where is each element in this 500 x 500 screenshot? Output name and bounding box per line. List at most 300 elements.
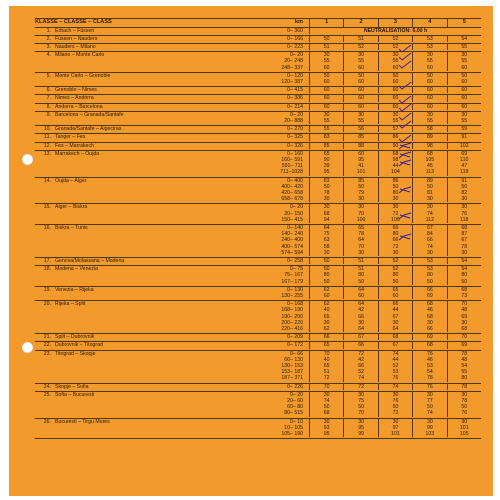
speed-value: 30 — [426, 249, 433, 256]
speed-value: 48 — [461, 356, 468, 363]
speed-value: 60 — [392, 103, 399, 110]
speed-value: 50 — [461, 183, 468, 190]
speed-cell-class-5 — [447, 95, 481, 101]
stage-row — [35, 112, 481, 126]
stage-number: 8. — [46, 103, 51, 110]
stage-number: 3. — [46, 43, 51, 50]
speed-value: 51 — [358, 258, 364, 264]
speed-value: 56 — [358, 126, 364, 133]
speed-cell-class-4 — [412, 151, 446, 176]
speed-value: 98 — [426, 142, 433, 149]
speed-value: 30 — [461, 52, 468, 59]
speed-cell-class-5 — [447, 36, 481, 42]
speed-value: 66 — [358, 313, 364, 320]
speed-value: 89 — [426, 134, 433, 141]
stage-route: Bucuresti – Tirgu Mures — [55, 418, 110, 425]
stage-row — [35, 36, 481, 44]
speed-cell-class-4 — [412, 95, 446, 101]
speed-value: 60 — [323, 78, 330, 85]
speed-value: 74 — [358, 375, 364, 382]
speed-cell-class-2 — [343, 104, 377, 110]
speed-value: 41 — [358, 163, 364, 170]
speed-value: 55 — [461, 43, 468, 50]
stage-name — [35, 36, 247, 42]
speed-value: 101 — [459, 424, 469, 431]
speed-value: 30 — [461, 196, 468, 203]
speed-value: 110 — [460, 156, 469, 163]
km-segment: 0– 258 — [287, 258, 303, 264]
km-segment: 0– 214 — [287, 103, 303, 110]
speed-value: 52 — [358, 369, 364, 376]
speed-value: 30 — [461, 111, 468, 118]
speed-value: 76 — [392, 375, 399, 382]
speed-cell-class-1 — [309, 392, 343, 417]
km-range — [247, 351, 309, 382]
speed-value: 72 — [392, 243, 399, 250]
stage-name — [35, 392, 247, 398]
speed-value: 30 — [392, 52, 399, 59]
speed-value: 119 — [460, 169, 469, 176]
speed-value: 55 — [323, 126, 330, 133]
km-range — [247, 95, 309, 101]
km-segment: 0– 20 — [290, 204, 303, 211]
stage-number: 13. — [43, 150, 51, 157]
stage-route: Barcelona – Granada/Santafe — [55, 111, 124, 118]
km-segment: 0– 130 — [287, 286, 303, 293]
stage-number: 5. — [46, 72, 51, 79]
stage-route: Milano – Monte Carlo — [55, 52, 105, 59]
stage-row — [35, 225, 481, 258]
speed-cell-class-1 — [309, 334, 343, 340]
speed-value: 55 — [392, 117, 399, 124]
speed-cell-class-2 — [343, 419, 377, 438]
stage-number: 1. — [46, 27, 51, 34]
speed-cell-class-4 — [412, 301, 446, 332]
km-segment: 0– 10 — [290, 418, 303, 425]
km-range — [247, 334, 309, 340]
speed-cell-class-1 — [309, 95, 343, 101]
speed-value: 101 — [356, 169, 366, 176]
km-segment: 75– 167 — [284, 272, 303, 279]
speed-value: 74 — [426, 210, 433, 217]
speed-value: 52 — [392, 43, 399, 50]
stage-number: 10. — [43, 126, 51, 133]
speed-value: 72 — [323, 375, 330, 382]
speed-value: 65 — [358, 224, 364, 231]
speed-cell-class-5 — [447, 87, 481, 93]
speed-value: 55 — [358, 58, 364, 65]
speed-value: 52 — [392, 266, 399, 273]
speed-cell-class-3 — [378, 392, 412, 417]
speed-value: 63 — [323, 237, 330, 244]
speed-value: 54 — [461, 35, 468, 42]
speed-value: 50 — [323, 258, 330, 264]
stage-name — [35, 204, 247, 210]
speed-value: 93 — [323, 424, 330, 431]
speed-value: 60 — [358, 64, 364, 71]
km-segment: 0– 160 — [287, 150, 303, 157]
km-range — [247, 151, 309, 176]
speed-value: 73 — [461, 293, 468, 300]
km-segment: 0– 20 — [290, 52, 303, 59]
speed-cell-class-5 — [447, 178, 481, 203]
speed-cell-class-1 — [309, 204, 343, 223]
speed-value: 50 — [323, 183, 330, 190]
speed-value: 40 — [323, 356, 330, 363]
speed-value: 54 — [426, 369, 433, 376]
speed-value: 76 — [461, 210, 468, 217]
speed-value: 76 — [426, 383, 433, 390]
speed-value: 67 — [461, 237, 468, 244]
stage-number: 24. — [43, 383, 51, 390]
km-range — [247, 258, 309, 264]
speed-value: 106 — [391, 216, 400, 223]
speed-cell-class-1 — [309, 178, 343, 203]
speed-value: 59 — [461, 126, 468, 133]
km-segment: 150– 415 — [281, 216, 303, 223]
speed-value: 112 — [425, 216, 434, 223]
speed-value: 52 — [392, 35, 399, 42]
speed-cell-class-1 — [309, 52, 343, 71]
speed-value: 72 — [358, 350, 364, 357]
stage-number: 18. — [43, 266, 51, 273]
speed-cell-class-1 — [309, 225, 343, 256]
speed-cell-class-1 — [309, 266, 343, 285]
speed-cell-class-2 — [343, 44, 377, 50]
class-header: KLASSE – CLASSE – CLASS — [35, 19, 112, 25]
km-segment: 0– 270 — [287, 126, 303, 133]
speed-value: 70 — [358, 410, 364, 417]
km-segment: 120– 387 — [281, 78, 303, 85]
speed-value: 105 — [425, 156, 435, 163]
speed-cell-class-3 — [378, 301, 412, 332]
speed-cell-class-3 — [378, 87, 412, 93]
speed-value: 30 — [426, 319, 433, 326]
stage-route: Grenoble – Nimes — [55, 87, 97, 94]
speed-cell-class-3 — [378, 134, 412, 140]
speed-value: 104 — [391, 169, 400, 176]
speed-value: 118 — [460, 216, 469, 223]
speed-value: 55 — [426, 58, 433, 65]
speed-value: 65 — [323, 363, 330, 370]
speed-value: 81 — [426, 189, 433, 196]
speed-value: 50 — [323, 266, 330, 273]
speed-cell-class-4 — [412, 44, 446, 50]
speed-cell-class-1 — [309, 104, 343, 110]
stage-name — [35, 151, 247, 157]
speed-value: 30 — [358, 319, 364, 326]
speed-value: 68 — [392, 334, 399, 341]
speed-value: 30 — [426, 111, 433, 118]
speed-value: 66 — [358, 363, 364, 370]
speed-value: 86 — [392, 177, 399, 184]
speed-cell-class-4 — [412, 334, 446, 340]
km-range — [247, 73, 309, 85]
speed-value: 60 — [323, 293, 330, 300]
speed-cell-class-4 — [412, 419, 446, 438]
speed-value: 30 — [392, 196, 399, 203]
speed-table — [35, 18, 481, 439]
speed-cell-class-5 — [447, 143, 481, 149]
speed-value: 60 — [358, 95, 364, 102]
speed-value: 99 — [358, 431, 364, 438]
speed-value: 53 — [392, 369, 399, 376]
stage-number: 9. — [46, 111, 51, 118]
km-segment: 105– 190 — [281, 431, 303, 438]
speed-cell-class-5 — [447, 334, 481, 340]
km-segment: 0– 415 — [287, 87, 303, 94]
speed-value: 53 — [426, 43, 433, 50]
speed-value: 84 — [426, 231, 433, 238]
km-segment: 0– 226 — [287, 383, 303, 390]
speed-value: 52 — [392, 363, 399, 370]
speed-value: 64 — [358, 301, 364, 308]
stage-name — [35, 334, 247, 340]
speed-value: 68 — [461, 326, 468, 333]
stage-route: Andorra – Barcelona — [55, 103, 103, 110]
stage-route: Rijeka – Split — [55, 301, 86, 308]
stage-number: 23. — [43, 350, 51, 357]
speed-cell-class-4 — [412, 287, 446, 299]
km-segment: 0– 20 — [290, 391, 303, 398]
speed-value: 55 — [323, 58, 330, 65]
speed-value: 60 — [358, 78, 364, 85]
km-segment: 0– 166 — [287, 35, 303, 42]
speed-value: 103 — [425, 431, 435, 438]
speed-cell-class-3 — [378, 104, 412, 110]
speed-value: 69 — [426, 334, 433, 341]
stage-name — [35, 384, 247, 390]
km-segment: 167– 179 — [281, 278, 303, 285]
speed-value: 51 — [323, 43, 330, 50]
km-segment: 140– 240 — [281, 231, 303, 238]
speed-value: 78 — [323, 189, 330, 196]
speed-value: 95 — [323, 169, 330, 176]
neutralisation-note: NEUTRALISATION: 6.00 h — [309, 28, 481, 34]
speed-cell-class-5 — [447, 266, 481, 285]
speed-cell-class-2 — [343, 151, 377, 176]
speed-cell-class-2 — [343, 225, 377, 256]
km-range — [247, 204, 309, 223]
stage-row — [35, 73, 481, 87]
km-segment: 0– 400 — [287, 177, 303, 184]
speed-value: 102 — [459, 142, 469, 149]
stage-name — [35, 73, 247, 79]
speed-value: 30 — [426, 204, 433, 211]
speed-cell-class-2 — [343, 334, 377, 340]
speed-value: 70 — [358, 210, 364, 217]
col-header-3: 3 — [378, 19, 412, 27]
speed-value: 58 — [323, 243, 330, 250]
stage-name — [35, 266, 247, 272]
stage-route: Alger – Biskra — [55, 204, 88, 211]
speed-cell-class-5 — [447, 104, 481, 110]
stage-route: Füssen – Nauders — [55, 35, 98, 42]
stage-row — [35, 134, 481, 142]
km-range — [247, 225, 309, 256]
speed-value: 70 — [461, 301, 468, 308]
speed-value: 52 — [392, 258, 399, 264]
stage-route: Modena – Venezia — [55, 266, 98, 273]
speed-value: 78 — [461, 350, 468, 357]
stage-route: Genova/Molassana – Modena — [55, 258, 125, 264]
km-range — [247, 301, 309, 332]
speed-value: 64 — [358, 326, 364, 333]
speed-value: 51 — [358, 35, 364, 42]
speed-cell-class-3 — [378, 95, 412, 101]
speed-value: 72 — [392, 410, 399, 417]
speed-value: 66 — [426, 237, 433, 244]
stage-name — [35, 225, 247, 231]
stage-route: Nimes – Andorra — [55, 95, 94, 102]
speed-value: 66 — [392, 224, 399, 231]
speed-cell-class-5 — [447, 204, 481, 223]
stage-row — [35, 87, 481, 95]
speed-value: 57 — [392, 126, 399, 133]
stage-row — [35, 351, 481, 384]
speed-value: 30 — [426, 418, 433, 425]
speed-value: 30 — [323, 204, 330, 211]
stage-route: Split – Dubrovnik — [55, 334, 95, 341]
stage-name — [35, 28, 247, 34]
speed-value: 66 — [426, 286, 433, 293]
speed-value: 66 — [323, 334, 330, 341]
speed-value: 50 — [323, 35, 330, 42]
speed-value: 74 — [392, 350, 399, 357]
speed-cell-class-4 — [412, 266, 446, 285]
stage-route: Skopje – Sofia — [55, 383, 89, 390]
speed-cell-class-2 — [343, 112, 377, 124]
speed-value: 74 — [392, 383, 399, 390]
km-segment: 20– 248 — [284, 58, 303, 65]
km-segment: 240– 400 — [281, 237, 303, 244]
speed-cell-class-1 — [309, 73, 343, 85]
km-segment: 0– 223 — [287, 43, 303, 50]
speed-value: 60 — [392, 64, 399, 71]
speed-value: 113 — [425, 169, 434, 176]
speed-value: 51 — [323, 369, 330, 376]
speed-value: 82 — [461, 189, 468, 196]
speed-value: 69 — [461, 313, 468, 320]
km-segment: 0– 66 — [290, 350, 303, 357]
speed-value: 30 — [358, 418, 364, 425]
stage-route: Nauders – Milano — [55, 43, 96, 50]
speed-cell-class-2 — [343, 266, 377, 285]
km-segment: 420– 658 — [281, 189, 303, 196]
speed-cell-class-4 — [412, 258, 446, 264]
speed-value: 54 — [461, 363, 468, 370]
km-segment: 66– 130 — [284, 356, 303, 363]
speed-value: 66 — [392, 301, 399, 308]
speed-value: 86 — [392, 134, 399, 141]
km-segment: 0– 209 — [287, 334, 303, 341]
speed-value: 91 — [461, 134, 468, 141]
speed-value: 87 — [461, 231, 468, 238]
speed-value: 50 — [426, 278, 433, 285]
km-segment: 220– 416 — [281, 326, 303, 333]
speed-cell-class-5 — [447, 112, 481, 124]
speed-value: 48 — [461, 307, 468, 314]
speed-value: 46 — [426, 356, 433, 363]
stage-row — [35, 204, 481, 225]
speed-value: 60 — [461, 64, 468, 71]
speed-value: 30 — [358, 204, 364, 211]
stage-row — [35, 419, 481, 440]
speed-value: 50 — [461, 404, 468, 411]
speed-value: 72 — [392, 210, 399, 217]
speed-value: 68 — [323, 410, 330, 417]
speed-value: 55 — [426, 117, 433, 124]
speed-value: 30 — [358, 196, 364, 203]
speed-value: 50 — [358, 72, 364, 79]
speed-value: 75 — [323, 231, 330, 238]
km-header: km — [294, 19, 303, 25]
stage-number: 25. — [43, 391, 51, 398]
speed-value: 30 — [323, 52, 330, 59]
speed-cell-class-2 — [343, 73, 377, 85]
speed-value: 70 — [461, 334, 468, 341]
stage-route: Tanger – Fes — [55, 134, 86, 141]
speed-value: 91 — [461, 177, 468, 184]
stage-route: Titograd – Skopje — [55, 350, 96, 357]
speed-cell-class-3 — [378, 351, 412, 382]
speed-cell-class-3 — [378, 419, 412, 438]
speed-cell-class-1 — [309, 301, 343, 332]
speed-value: 67 — [392, 313, 399, 320]
speed-value: 67 — [426, 224, 433, 231]
stage-row — [35, 28, 481, 36]
stage-number: 4. — [46, 52, 51, 59]
speed-cell-class-4 — [412, 384, 446, 390]
km-segment: 400– 574 — [281, 243, 303, 250]
speed-value: 64 — [358, 237, 364, 244]
speed-value: 79 — [358, 189, 364, 196]
stage-number: 20. — [43, 301, 51, 308]
speed-value: 68 — [392, 150, 399, 157]
km-range — [247, 392, 309, 417]
speed-value: 55 — [323, 117, 330, 124]
speed-value: 78 — [461, 383, 468, 390]
speed-value: 80 — [392, 272, 399, 279]
speed-value: 60 — [461, 87, 468, 94]
km-segment: 0– 20 — [290, 111, 303, 118]
speed-value: 50 — [392, 183, 399, 190]
stage-route: Marrakech – Oujda — [55, 150, 100, 157]
speed-cell-class-4 — [412, 225, 446, 256]
speed-value: 46 — [426, 307, 433, 314]
speed-value: 58 — [426, 126, 433, 133]
km-segment: 0– 120 — [287, 72, 303, 79]
stage-row — [35, 342, 481, 350]
speed-value: 80 — [392, 189, 399, 196]
speed-cell-class-5 — [447, 225, 481, 256]
speed-value: 55 — [461, 369, 468, 376]
speed-value: 30 — [426, 196, 433, 203]
speed-value: 69 — [461, 150, 468, 157]
speed-cell-class-2 — [343, 95, 377, 101]
stage-row — [35, 266, 481, 287]
speed-cell-class-2 — [343, 351, 377, 382]
speed-value: 65 — [323, 342, 330, 349]
km-range — [247, 36, 309, 42]
speed-value: 64 — [358, 286, 364, 293]
speed-value: 30 — [358, 249, 364, 256]
speed-cell-class-4 — [412, 351, 446, 382]
speed-cell-class-2 — [343, 204, 377, 223]
speed-value: 55 — [392, 58, 399, 65]
speed-value: 55 — [461, 58, 468, 65]
stage-row — [35, 392, 481, 419]
